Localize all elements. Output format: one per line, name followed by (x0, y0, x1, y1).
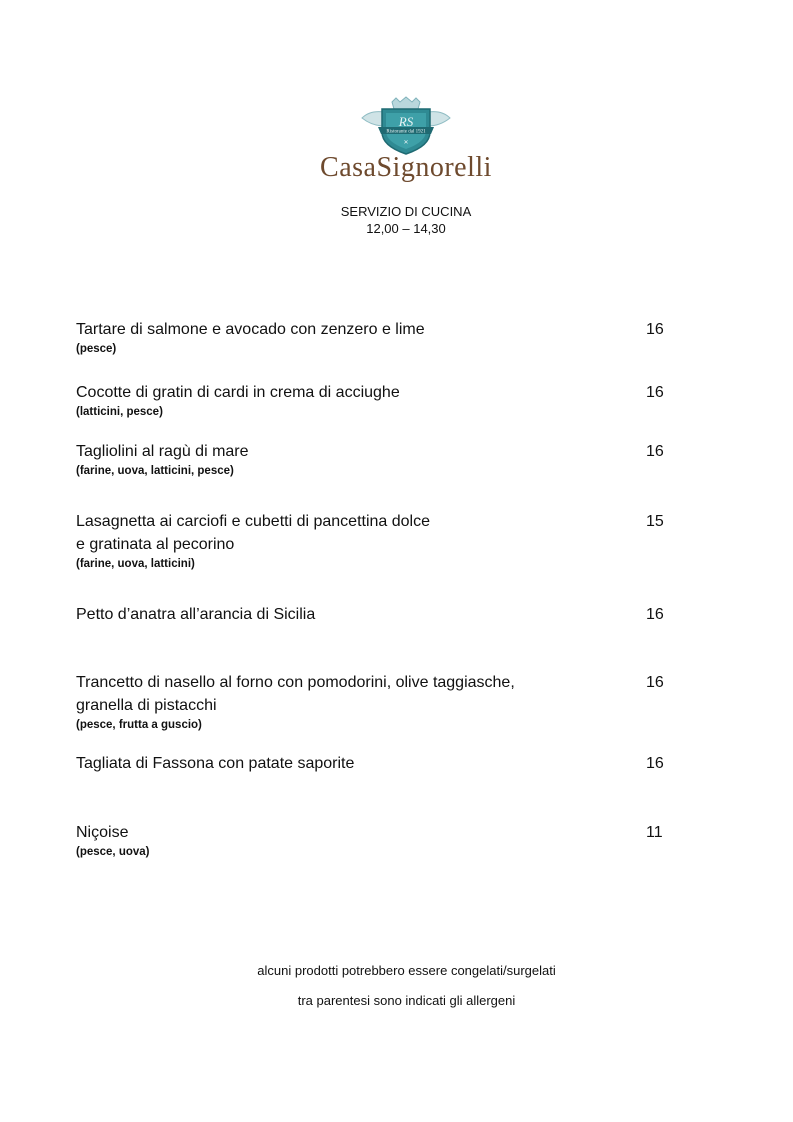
service-header (246, 203, 566, 237)
dish-name: Trancetto di nasello al forno con pomodorini, olive taggiasche, (76, 674, 515, 691)
menu-item (76, 603, 676, 626)
dish-price: 16 (646, 755, 664, 772)
crest-icon (300, 96, 512, 156)
dish-name: Cocotte di gratin di cardi in crema di acciughe (76, 384, 400, 401)
dish-price: 16 (646, 384, 664, 401)
dish-allergens: (pesce) (76, 343, 117, 355)
dish-price: 15 (646, 513, 664, 530)
menu-item (76, 510, 676, 573)
svg-text:RS: RS (398, 114, 414, 129)
service-title: SERVIZIO DI CUCINA (340, 204, 472, 219)
dish-allergens: (farine, uova, latticini, pesce) (76, 465, 234, 477)
dish-allergens: (latticini, pesce) (76, 406, 163, 418)
dish-price: 16 (646, 606, 664, 623)
menu-item (76, 381, 676, 421)
service-hours: 12,00 – 14,30 (366, 221, 446, 236)
dish-price: 16 (646, 321, 664, 338)
dish-name: Petto d’anatra all’arancia di Sicilia (76, 606, 316, 623)
allergens-note: tra parentesi sono indicati gli allergeni (297, 993, 516, 1008)
menu-item (76, 821, 676, 861)
dish-name: Niçoise (76, 824, 129, 841)
dish-name: Lasagnetta ai carciofi e cubetti di pancettina dolce (76, 513, 431, 530)
dish-name-line2: e gratinata al pecorino (76, 536, 235, 553)
menu-item (76, 671, 676, 734)
menu-item (76, 318, 676, 358)
dish-name: Tagliolini al ragù di mare (76, 443, 249, 460)
dish-allergens: (pesce, uova) (76, 846, 150, 858)
dish-name: Tartare di salmone e avocado con zenzero e lime (76, 321, 425, 338)
menu-item (76, 752, 676, 775)
svg-text:Ristorante dal 1921: Ristorante dal 1921 (386, 129, 426, 135)
dish-name-line2: granella di pistacchi (76, 697, 217, 714)
dish-price: 11 (646, 824, 663, 841)
dish-allergens: (farine, uova, latticini) (76, 558, 195, 570)
svg-text:✕: ✕ (403, 140, 409, 146)
menu-item (76, 440, 676, 480)
dish-price: 16 (646, 443, 664, 460)
frozen-products-note: alcuni prodotti potrebbero essere congelati/surgelati (257, 963, 556, 978)
dish-price: 16 (646, 674, 664, 691)
dish-name: Tagliata di Fassona con patate saporite (76, 755, 355, 772)
dish-allergens: (pesce, frutta a guscio) (76, 719, 202, 731)
brand-name: CasaSignorelli (320, 152, 492, 183)
